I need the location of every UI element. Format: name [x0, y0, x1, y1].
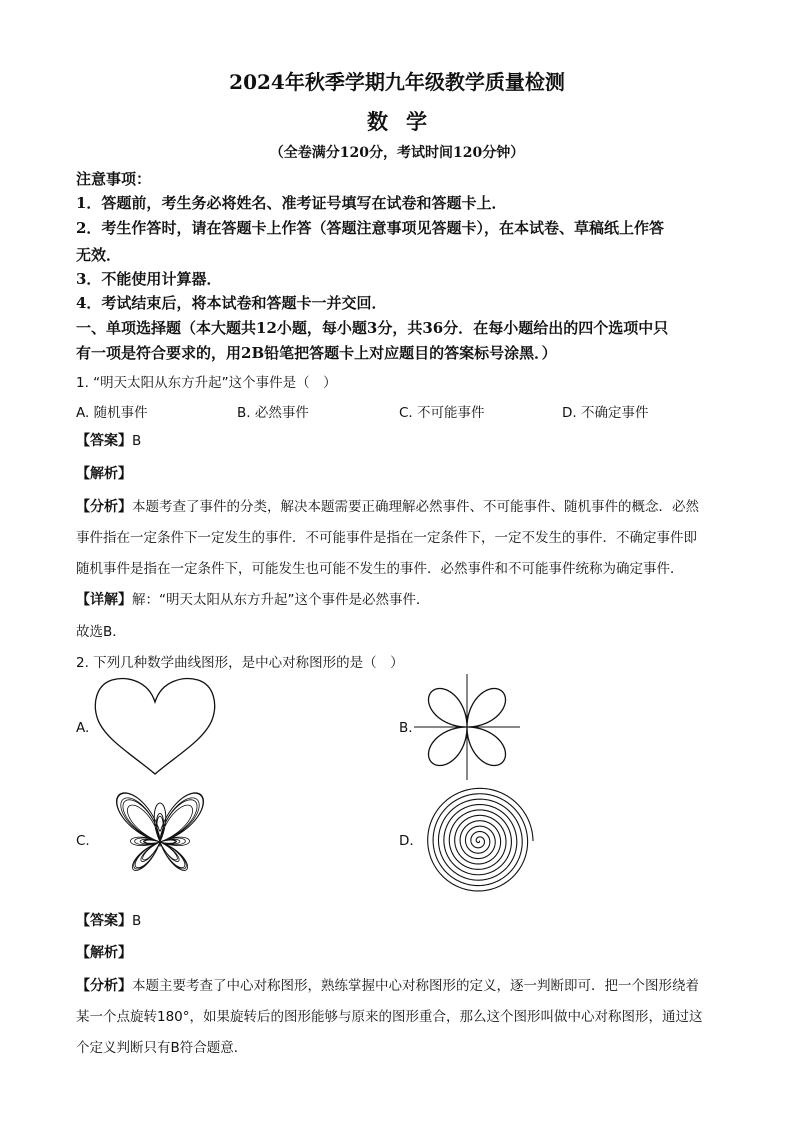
q1-fenxi-text1: 本题考查了事件的分类，解决本题需要正确理解必然事件、不可能事件、随机事件的概念．必然	[132, 499, 699, 515]
note-item-2: 2．考生作答时，请在答题卡上作答（答题注意事项见答题卡），在本试卷、草稿纸上作答	[76, 219, 664, 237]
q1-answer-line	[76, 430, 141, 450]
q1-option-a: A. 随机事件	[76, 405, 148, 421]
note-item-3: 3．不能使用计算器．	[76, 270, 222, 288]
section-heading-line1: 一、单项选择题（本大题共12小题，每小题3分，共36分．在每小题给出的四个选项中只	[76, 319, 669, 337]
q1-detail-line	[76, 588, 430, 609]
q1-fenxi-tag: 【分析】	[76, 499, 132, 515]
q2-fenxi-line1	[76, 974, 699, 995]
q1-option-b: B. 必然事件	[237, 405, 309, 421]
note-item-1: 1．答题前，考生务必将姓名、准考证号填写在试卷和答题卡上．	[76, 194, 507, 212]
q2-option-d-label: D.	[399, 833, 414, 849]
q1-analysis-tag: 【解析】	[76, 466, 132, 482]
note-item-4: 4．考试结束后，将本试卷和答题卡一并交回．	[76, 294, 387, 312]
four-petal-rose-icon	[414, 674, 520, 780]
note-item-2-cont: 无效．	[76, 246, 122, 264]
q2-option-b-label: B.	[399, 720, 413, 736]
q1-detail-tag: 【详解】	[76, 592, 132, 608]
q1-detail: 解：“明天太阳从东方升起”这个事件是必然事件．	[132, 592, 430, 608]
q1-option-c: C. 不可能事件	[399, 405, 485, 421]
q2-option-a-label: A.	[76, 720, 90, 736]
q2-fenxi-text1: 本题主要考查了中心对称图形，熟练掌握中心对称图形的定义，逐一判断即可．把一个图形绕着	[132, 978, 699, 994]
q1-option-d: D. 不确定事件	[562, 405, 649, 421]
spiral-icon	[420, 786, 538, 896]
q1-fenxi-line3: 随机事件是指在一定条件下，可能发生也可能不发生的事件．必然事件和不可能事件统称为确定事件．	[76, 561, 684, 577]
exam-title: 2024年秋季学期九年级教学质量检测	[229, 70, 565, 94]
q1-conclusion: 故选B．	[76, 624, 126, 640]
q1-answer-tag: 【答案】	[76, 433, 132, 449]
q2-stem: 2. 下列几种数学曲线图形，是中心对称图形的是（ ）	[76, 655, 404, 671]
q1-fenxi-line2: 事件指在一定条件下一定发生的事件．不可能事件是指在一定条件下，一定不发生的事件．不确定事件即	[76, 530, 697, 546]
notes-heading: 注意事项：	[76, 170, 152, 188]
section-heading-line2: 有一项是符合要求的，用2B铅笔把答题卡上对应题目的答案标号涂黑．）	[76, 344, 557, 362]
q1-stem: 1. “明天太阳从东方升起”这个事件是（ ）	[76, 375, 337, 391]
q2-answer-tag: 【答案】	[76, 913, 132, 929]
heart-curve-icon	[92, 674, 218, 778]
q2-answer-line	[76, 910, 141, 930]
q1-fenxi-line1	[76, 495, 699, 516]
q2-fenxi-line3: 个定义判断只有B符合题意．	[76, 1040, 248, 1056]
q2-analysis-tag: 【解析】	[76, 945, 132, 961]
exam-subtitle: （全卷满分120分，考试时间120分钟）	[269, 145, 525, 161]
q2-option-c-label: C.	[76, 833, 90, 849]
q2-fenxi-line2: 某一个点旋转180°，如果旋转后的图形能够与原来的图形重合，那么这个图形叫做中心对称图形，通过这	[76, 1009, 703, 1025]
butterfly-curve-icon	[90, 788, 230, 892]
subject-title: 数学	[367, 109, 445, 134]
q1-answer: B	[132, 433, 142, 449]
q2-fenxi-tag: 【分析】	[76, 978, 132, 994]
q2-answer: B	[132, 913, 142, 929]
